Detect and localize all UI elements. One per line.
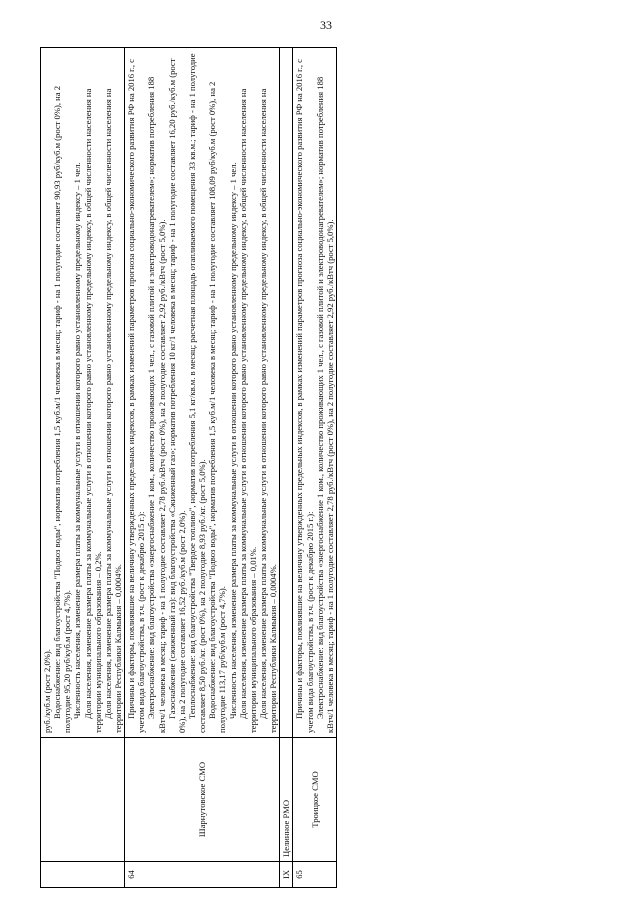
- description-paragraph: Доля населения, изменение размера платы за коммунальные услуги в отношении которого равно установленному предельному индексу, в общей численности населения на территории Республики Калмыкия – 0,0004%.: [102, 88, 123, 733]
- rotated-page-content: [40, 48, 620, 888]
- municipality-table: [40, 47, 337, 888]
- row-number: 65: [293, 862, 337, 888]
- table-row: [293, 48, 337, 888]
- municipality-name: Шарнутовское СМО: [125, 738, 280, 862]
- table-row: [125, 48, 280, 888]
- description-paragraph: Водоснабжение: вид благоустройства "Подвоз воды", норматив потребления 1,5 куб.м/1 человека в месяц; тариф - на 1 полугодие составляет 108,09 руб/куб.м (рост 0%), на 2 полугодие 113,17 руб/куб.м (рост 4,7%).: [207, 81, 228, 733]
- description-paragraph: Газоснабжение (сжиженный газ): вид благоустройства «Сжиженный газ»; норматив потребления 10 кг/1 человека в месяц; тариф - на 1 полугодие составляет 16,20 руб./куб.м (рост 0%), на 2 полугодие составляет 16,52 руб./куб.м (рост 2,0%).: [166, 58, 187, 733]
- description-paragraph: Доля населения, изменение размера платы за коммунальные услуги в отношении которого равно установленному предельному индексу, в общей численности населения на территории муниципального образования – 0,01%.: [237, 88, 258, 733]
- description-paragraph: Численность населения, изменение размера платы за коммунальные услуги в отношении которого равно установленному предельному индексу – 1 чел.: [72, 162, 83, 719]
- description-cell: [125, 48, 280, 738]
- description-paragraph: Причины и факторы, повлиявшие на величину утвержденных предельных индексов, в рамках изменений параметров прогноза социально-экономического развития РФ на 2016 г., с учетом вида благоустройства, в т.ч. (рост к декабрю 2015 г.):: [294, 59, 315, 733]
- table-row: [280, 48, 293, 888]
- description-paragraph: Электроснабжение: вид благоустройства «энергоснабжение 1 ком., количество проживающих 1 чел., с газовой плитой и электроводонагревателем»; норматив потребления 188 кВтч/1 человека в месяц; тариф - на 1 полугодие составляет 2,78 руб./кВтч (рост 0%), на 2 полугодие составляет 2,92 руб./кВтч (рост 5,0%).: [146, 76, 167, 733]
- description-paragraph: Доля населения, изменение размера платы за коммунальные услуги в отношении которого равно установленному предельному индексу, в общей численности населения на территории муниципального образования – 0,2%.: [82, 88, 103, 733]
- municipality-name: [41, 738, 125, 862]
- row-number: IX: [280, 862, 293, 888]
- table-body: [41, 48, 337, 888]
- description-cell: [41, 48, 125, 738]
- description-paragraph: руб./куб.м (рост 2,0%).: [42, 649, 52, 733]
- description-paragraph: Численность населения, изменение размера платы за коммунальные услуги в отношении которого равно установленному предельному индексу – 1 чел.: [227, 162, 238, 719]
- municipality-name: Троицкое СМО: [293, 738, 337, 862]
- table-row: [41, 48, 125, 888]
- description-cell: [293, 48, 337, 738]
- description-paragraph: Причины и факторы, повлиявшие на величину утвержденных предельных индексов, в рамках изменений параметров прогноза социально-экономического развития РФ на 2016 г., с учетом вида благоустройства, в т.ч. (рост к декабрю 2015 г.):: [126, 59, 147, 733]
- description-paragraph: Водоснабжение: вид благоустройства "Подвоз воды", норматив потребления 1,5 куб.м/1 человека в месяц; тариф - на 1 полугодие составляет 90,93 руб/куб.м (рост 0%), на 2 полугодие 95,20 руб/куб.м (рост 4,7%).: [52, 85, 73, 733]
- municipality-name: Целинное РМО: [280, 738, 293, 862]
- row-number: [41, 862, 125, 888]
- description-paragraph: Теплоснабжение: вид благоустройства "Твердое топливо", норматив потребления 5,1 кг/кв.м. в месяц; расчетная площадь отапливаемого помещения 33 кв.м.; тариф - на 1 полугодие составляет 8,50 руб./кг. (рост 0%), на 2 полугодие 8,93 руб./кг. (рост 5,0%).: [186, 53, 208, 733]
- page-number: 33: [320, 18, 332, 32]
- row-number: 64: [125, 862, 280, 888]
- description-cell: [280, 48, 293, 738]
- description-paragraph: Доля населения, изменение размера платы за коммунальные услуги в отношении которого равно установленному предельному индексу, в общей численности населения на территории Республики Калмыкия – 0,0004%.: [257, 88, 279, 733]
- description-paragraph: Электроснабжение: вид благоустройства «энергоснабжение 1 ком., количество проживающих 1 чел., с газовой плитой и электроводонагревателем»; норматив потребления 188 кВтч/1 человека в месяц; тариф - на 1 полугодие составляет 2,78 руб./кВтч (рост 0%), на 2 полугодие составляет 2,92 руб./кВтч (рост 5,0%).: [314, 76, 335, 733]
